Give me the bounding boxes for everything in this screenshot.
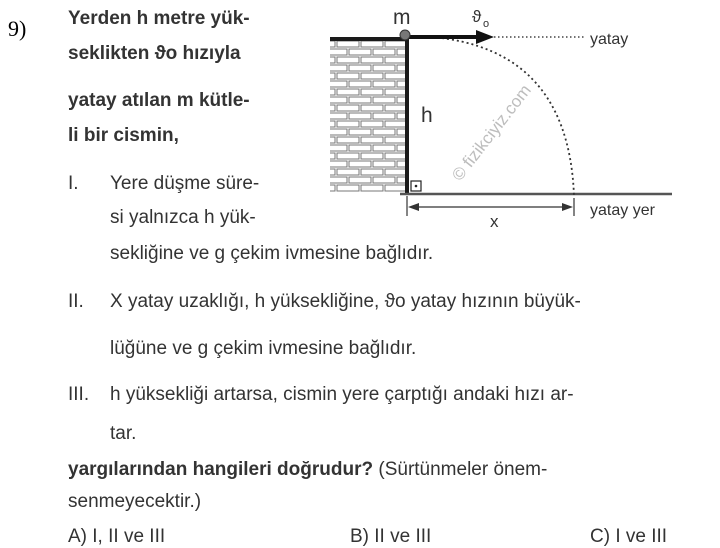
mass-label: m: [393, 6, 411, 29]
horizontal-label: yatay: [590, 31, 629, 48]
statement-3-numeral: III.: [68, 384, 90, 405]
velocity-arrow-head: [476, 30, 494, 44]
closing-note-part-1: (Sürtünmeler önem-: [378, 459, 548, 480]
question-number: 9): [8, 16, 27, 41]
option-c[interactable]: C) I ve III: [590, 526, 668, 547]
brick-wall: [330, 40, 405, 192]
statement-2-line-2: lüğüne ve g çekim ivmesine bağlıdır.: [110, 338, 417, 359]
question-stem-line-3: yatay atılan m kütle-: [68, 90, 250, 111]
statement-3-line-2: tar.: [110, 423, 137, 444]
question-stem-line-1: Yerden h metre yük-: [68, 8, 250, 29]
closing-question: yargılarından hangileri doğrudur?: [68, 459, 374, 480]
watermark-text: © fizikciyiz.com: [448, 81, 535, 185]
statement-1-line-3: sekliğine ve g çekim ivmesine bağlıdır.: [110, 243, 434, 264]
mass-point: [400, 30, 410, 40]
statement-1-line-2: si yalnızca h yük-: [110, 207, 256, 228]
question-stem-line-4: li bir cismin,: [68, 125, 179, 146]
distance-label: x: [490, 212, 499, 231]
statement-2-numeral: II.: [68, 291, 84, 312]
statement-3-line-1: h yüksekliği artarsa, cismin yere çarptığı andaki hızı ar-: [110, 384, 574, 405]
velocity-subscript: o: [483, 18, 490, 30]
height-label: h: [421, 104, 433, 127]
velocity-label: ϑ: [472, 7, 482, 26]
option-b[interactable]: B) II ve III: [350, 526, 432, 547]
statement-2-line-1: X yatay uzaklığı, h yüksekliğine, ϑo yatay hızının büyük-: [110, 291, 581, 312]
closing-note-part-2: senmeyecektir.): [68, 491, 202, 512]
projectile-figure: [300, 0, 700, 240]
statement-1-numeral: I.: [68, 173, 79, 194]
question-stem-line-2: seklikten ϑo hızıyla: [68, 43, 241, 64]
ground-label: yatay yer: [590, 202, 655, 219]
option-a[interactable]: A) I, II ve III: [68, 526, 166, 547]
statement-1-line-1: Yere düşme süre-: [110, 173, 260, 194]
closing-line-1: [68, 459, 547, 481]
